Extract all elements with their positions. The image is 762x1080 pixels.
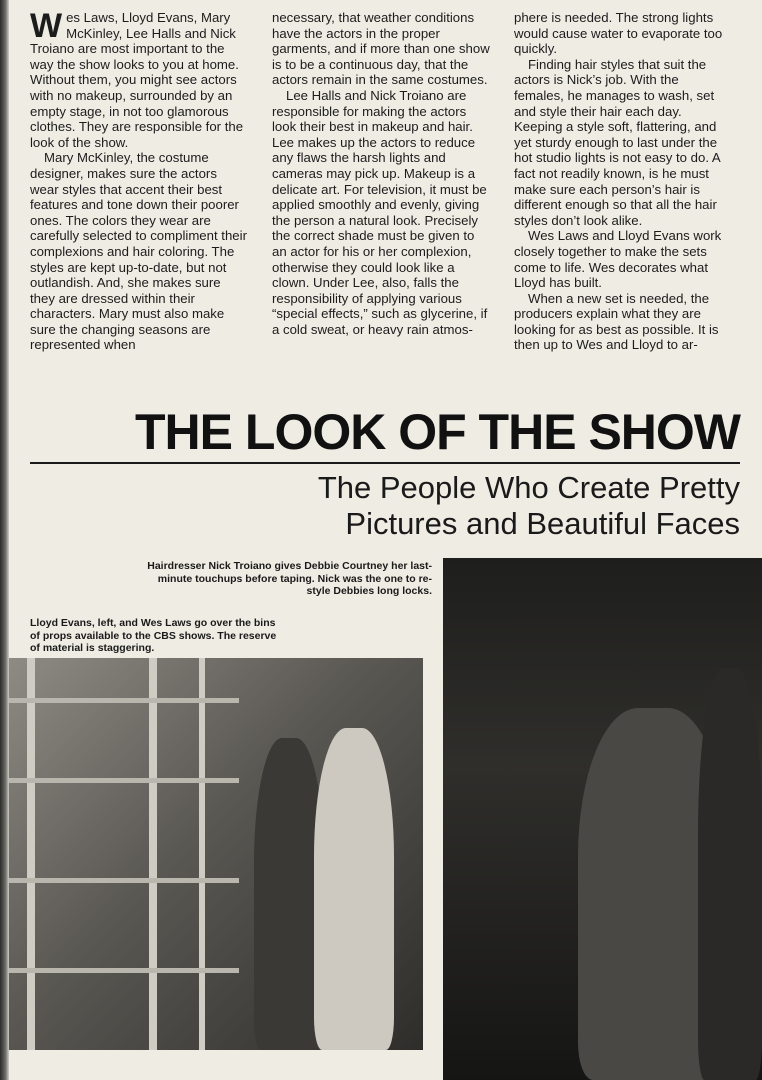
person-silhouette [314, 728, 394, 1050]
paragraph [30, 7, 248, 150]
shelf [9, 878, 239, 883]
shelf-post [149, 658, 157, 1050]
paragraph: When a new set is needed, the producers explain what they are looking for as best as possible. It is then up to Wes and Lloyd to ar- [514, 290, 719, 353]
headline-rule [30, 462, 740, 464]
photo-caption-hairdresser: Hairdresser Nick Troiano gives Debbie Courtney her last-minute touchups before taping. Nick was the one to re-style Debbies long locks. [147, 560, 432, 598]
shelf [9, 778, 239, 783]
paragraph: phere is needed. The strong lights would cause water to evaporate too quickly. [514, 10, 723, 57]
photo-caption-props: Lloyd Evans, left, and Wes Laws go over the bins of props available to the CBS shows. The reserve of material is staggering. [30, 617, 277, 655]
headline-subtitle [200, 470, 740, 542]
shelf [9, 698, 239, 703]
person-silhouette [698, 668, 762, 1080]
subtitle-line: Pictures and Beautiful Faces [345, 506, 740, 541]
article-column-2 [272, 10, 490, 337]
article-column-1 [30, 7, 248, 353]
drop-cap: W [30, 7, 63, 45]
shelf-post [27, 658, 35, 1050]
paragraph: necessary, that weather conditions have the actors in the proper garments, and if more than one show is to be a continuous day, that the actors remain in the same costumes. [272, 10, 490, 88]
photo-hairdresser [443, 558, 762, 1080]
paragraph: Wes Laws and Lloyd Evans work closely together to make the sets come to life. Wes decorates what Lloyd has built. [514, 228, 722, 291]
paragraph-text: es Laws, Lloyd Evans, Mary McKinley, Lee Halls and Nick Troiano are most important to the way the show looks to you at home. Without them, you might see actors with no makeup, surrounded by an empty stage, in not too glamorous clothes. They are responsible for the look of the show. [30, 10, 244, 150]
paragraph: Mary McKinley, the costume designer, makes sure the actors wear styles that accent their best features and tone down their poorer ones. The colors they wear are carefully selected to compliment their complexions and hair coloring. The styles are kept up-to-date, but not outlandish. And, she makes sure they are dressed within their characters. Mary must also make sure the changing seasons are represented when [30, 150, 247, 353]
paragraph: Lee Halls and Nick Troiano are responsible for making the actors look their best in makeup and hair. Lee makes up the actors to reduce any flaws the harsh lights and cameras may pick up. Makeup is a delicate art. For television, it must be applied smoothly and evenly, giving the person a natural look. Precisely the correct shade must be given to an actor for his or her complexion, otherwise they could look like a clown. Under Lee, also, falls the responsibility of applying various “special effects,” such as glycerine, if a cold sweat, or heavy rain atmos- [272, 87, 488, 337]
page-gutter-shadow [0, 0, 9, 1080]
photo-props-warehouse [9, 658, 423, 1050]
article-column-3 [514, 10, 732, 353]
shelf [9, 968, 239, 973]
paragraph: Finding hair styles that suit the actors is Nick’s job. With the females, he manages to wash, set and style their hair each day. Keeping a style soft, flattering, and yet sturdy enough to last under the hot studio lights is not easy to do. A fact not readily known, is he must make sure each person’s hair is different enough so that all the hair styles don’t look alike. [514, 56, 721, 228]
shelf-post [199, 658, 205, 1050]
headline-title: THE LOOK OF THE SHOW [135, 404, 740, 460]
subtitle-line: The People Who Create Pretty [317, 470, 740, 505]
